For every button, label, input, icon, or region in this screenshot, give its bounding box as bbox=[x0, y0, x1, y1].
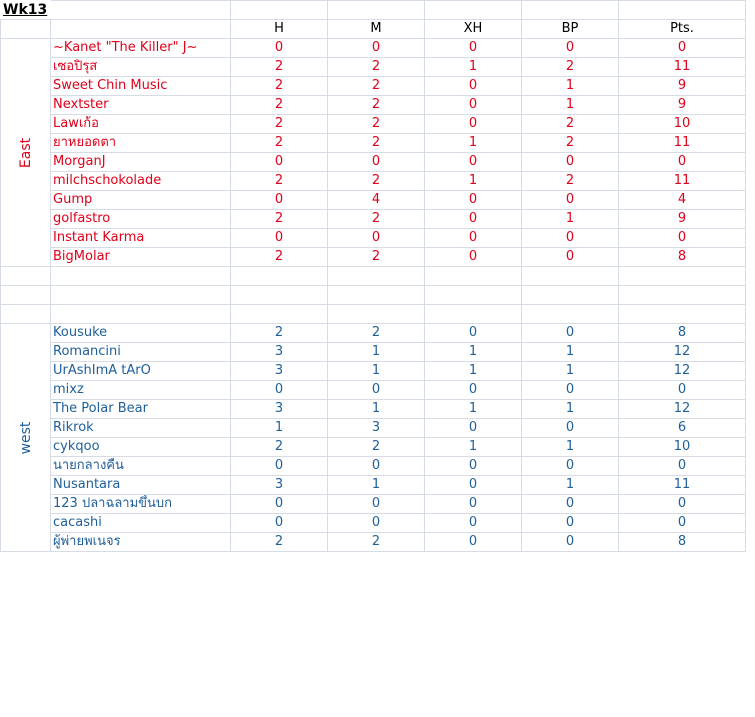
value-cell[interactable]: 0 bbox=[231, 381, 328, 400]
value-cell[interactable]: 0 bbox=[522, 191, 619, 210]
value-cell[interactable]: 2 bbox=[231, 172, 328, 191]
value-cell[interactable]: 0 bbox=[425, 153, 522, 172]
table-row bbox=[1, 343, 746, 362]
value-cell[interactable]: 2 bbox=[231, 77, 328, 96]
value-cell[interactable]: 2 bbox=[231, 438, 328, 457]
empty-cell[interactable] bbox=[51, 20, 231, 39]
value-cell[interactable]: 0 bbox=[328, 457, 425, 476]
empty-cell[interactable] bbox=[619, 305, 746, 324]
player-name-cell[interactable]: mixz bbox=[51, 381, 231, 400]
value-cell[interactable]: 2 bbox=[231, 58, 328, 77]
value-cell[interactable]: 1 bbox=[328, 343, 425, 362]
col-header-pts[interactable]: Pts. bbox=[619, 20, 746, 39]
value-cell[interactable]: 4 bbox=[619, 191, 746, 210]
value-cell[interactable]: 0 bbox=[328, 514, 425, 533]
value-cell[interactable]: 1 bbox=[328, 476, 425, 495]
value-cell[interactable]: 9 bbox=[619, 96, 746, 115]
value-cell[interactable]: 0 bbox=[619, 495, 746, 514]
empty-cell[interactable] bbox=[231, 286, 328, 305]
value-cell[interactable]: 0 bbox=[522, 229, 619, 248]
table-row bbox=[1, 115, 746, 134]
value-cell[interactable]: 2 bbox=[328, 533, 425, 552]
empty-cell[interactable] bbox=[328, 305, 425, 324]
table-row bbox=[1, 77, 746, 96]
value-cell[interactable]: 0 bbox=[425, 495, 522, 514]
player-name-cell[interactable]: cykqoo bbox=[51, 438, 231, 457]
table-row bbox=[1, 495, 746, 514]
table-row bbox=[1, 58, 746, 77]
value-cell[interactable]: 0 bbox=[425, 514, 522, 533]
player-name-cell[interactable]: golfastro bbox=[51, 210, 231, 229]
value-cell[interactable]: 12 bbox=[619, 343, 746, 362]
value-cell[interactable]: 0 bbox=[425, 419, 522, 438]
player-name-cell[interactable]: 123 ปลาฉลามขึ้นบก bbox=[51, 495, 231, 514]
value-cell[interactable]: 0 bbox=[425, 96, 522, 115]
value-cell[interactable]: 0 bbox=[522, 324, 619, 343]
table-row bbox=[1, 39, 746, 58]
player-name-cell[interactable]: Instant Karma bbox=[51, 229, 231, 248]
value-cell[interactable]: 0 bbox=[231, 495, 328, 514]
empty-cell[interactable] bbox=[522, 305, 619, 324]
table-row bbox=[1, 438, 746, 457]
player-name-cell[interactable]: Romancini bbox=[51, 343, 231, 362]
empty-cell[interactable] bbox=[231, 267, 328, 286]
value-cell[interactable]: 1 bbox=[425, 438, 522, 457]
table-row bbox=[1, 533, 746, 552]
table-row bbox=[1, 134, 746, 153]
value-cell[interactable]: 11 bbox=[619, 476, 746, 495]
value-cell[interactable]: 0 bbox=[619, 381, 746, 400]
value-cell[interactable]: 0 bbox=[425, 191, 522, 210]
table-row bbox=[1, 457, 746, 476]
value-cell[interactable]: 0 bbox=[619, 514, 746, 533]
value-cell[interactable]: 9 bbox=[619, 210, 746, 229]
value-cell[interactable]: 2 bbox=[328, 134, 425, 153]
table-row bbox=[1, 172, 746, 191]
value-cell[interactable]: 8 bbox=[619, 248, 746, 267]
value-cell[interactable]: 0 bbox=[522, 248, 619, 267]
blank-row bbox=[1, 286, 746, 305]
empty-cell[interactable] bbox=[522, 1, 619, 20]
west-region-label: west bbox=[17, 421, 34, 454]
value-cell[interactable]: 3 bbox=[328, 419, 425, 438]
empty-cell[interactable] bbox=[51, 305, 231, 324]
empty-cell[interactable] bbox=[51, 267, 231, 286]
table-row bbox=[1, 153, 746, 172]
table-row bbox=[1, 229, 746, 248]
value-cell[interactable]: 0 bbox=[619, 39, 746, 58]
value-cell[interactable]: 1 bbox=[425, 362, 522, 381]
value-cell[interactable]: 2 bbox=[231, 96, 328, 115]
value-cell[interactable]: 10 bbox=[619, 115, 746, 134]
value-cell[interactable]: 2 bbox=[231, 115, 328, 134]
value-cell[interactable]: 2 bbox=[328, 58, 425, 77]
value-cell[interactable]: 0 bbox=[231, 229, 328, 248]
empty-cell[interactable] bbox=[328, 267, 425, 286]
player-name-cell[interactable]: Kousuke bbox=[51, 324, 231, 343]
value-cell[interactable]: 0 bbox=[231, 457, 328, 476]
value-cell[interactable]: 1 bbox=[522, 96, 619, 115]
player-name-cell[interactable]: นายกลางคืน bbox=[51, 457, 231, 476]
value-cell[interactable]: 0 bbox=[231, 153, 328, 172]
value-cell[interactable]: 2 bbox=[522, 115, 619, 134]
value-cell[interactable]: 2 bbox=[328, 438, 425, 457]
blank-row bbox=[1, 267, 746, 286]
value-cell[interactable]: 8 bbox=[619, 324, 746, 343]
table-row bbox=[1, 96, 746, 115]
value-cell[interactable]: 1 bbox=[522, 400, 619, 419]
col-header-m[interactable]: M bbox=[328, 20, 425, 39]
empty-cell[interactable] bbox=[522, 286, 619, 305]
value-cell[interactable]: 2 bbox=[328, 115, 425, 134]
player-name-cell[interactable]: UrAshImA tArO bbox=[51, 362, 231, 381]
sheet-title[interactable]: Wk13 bbox=[1, 1, 51, 20]
empty-cell[interactable] bbox=[231, 305, 328, 324]
value-cell[interactable]: 0 bbox=[522, 495, 619, 514]
empty-cell[interactable] bbox=[425, 305, 522, 324]
title-row bbox=[1, 1, 746, 20]
value-cell[interactable]: 0 bbox=[619, 457, 746, 476]
empty-cell[interactable] bbox=[1, 286, 51, 305]
east-region-label: East bbox=[17, 137, 34, 168]
table-row bbox=[1, 381, 746, 400]
value-cell[interactable]: 0 bbox=[328, 229, 425, 248]
value-cell[interactable]: 12 bbox=[619, 362, 746, 381]
player-name-cell[interactable]: Rikrok bbox=[51, 419, 231, 438]
value-cell[interactable]: 0 bbox=[425, 115, 522, 134]
value-cell[interactable]: 11 bbox=[619, 134, 746, 153]
header-row bbox=[1, 20, 746, 39]
value-cell[interactable]: 2 bbox=[231, 248, 328, 267]
value-cell[interactable]: 0 bbox=[328, 153, 425, 172]
value-cell[interactable]: 3 bbox=[231, 400, 328, 419]
value-cell[interactable]: 0 bbox=[231, 514, 328, 533]
value-cell[interactable]: 0 bbox=[425, 476, 522, 495]
value-cell[interactable]: 12 bbox=[619, 400, 746, 419]
value-cell[interactable]: 1 bbox=[522, 438, 619, 457]
table-row bbox=[1, 248, 746, 267]
blank-row bbox=[1, 305, 746, 324]
value-cell[interactable]: 0 bbox=[425, 210, 522, 229]
value-cell[interactable]: 10 bbox=[619, 438, 746, 457]
player-name-cell[interactable]: Lawเก้อ bbox=[51, 115, 231, 134]
value-cell[interactable]: 0 bbox=[425, 77, 522, 96]
player-name-cell[interactable]: milchschokolade bbox=[51, 172, 231, 191]
empty-cell[interactable] bbox=[1, 267, 51, 286]
value-cell[interactable]: 0 bbox=[425, 39, 522, 58]
player-name-cell[interactable]: BigMolar bbox=[51, 248, 231, 267]
table-row bbox=[1, 191, 746, 210]
empty-cell[interactable] bbox=[619, 286, 746, 305]
table-row bbox=[1, 210, 746, 229]
empty-cell[interactable] bbox=[425, 267, 522, 286]
player-name-cell[interactable]: Nusantara bbox=[51, 476, 231, 495]
value-cell[interactable]: 2 bbox=[231, 134, 328, 153]
value-cell[interactable]: 2 bbox=[522, 58, 619, 77]
table-row bbox=[1, 362, 746, 381]
value-cell[interactable]: 1 bbox=[231, 419, 328, 438]
value-cell[interactable]: 1 bbox=[425, 400, 522, 419]
col-header-bp[interactable]: BP bbox=[522, 20, 619, 39]
value-cell[interactable]: 0 bbox=[522, 39, 619, 58]
value-cell[interactable]: 0 bbox=[231, 39, 328, 58]
table-row bbox=[1, 400, 746, 419]
value-cell[interactable]: 4 bbox=[328, 191, 425, 210]
player-name-cell[interactable]: ยาหยอดตา bbox=[51, 134, 231, 153]
empty-cell[interactable] bbox=[328, 1, 425, 20]
value-cell[interactable]: 0 bbox=[425, 324, 522, 343]
value-cell[interactable]: 0 bbox=[425, 381, 522, 400]
player-name-cell[interactable]: Gump bbox=[51, 191, 231, 210]
table-row bbox=[1, 514, 746, 533]
col-header-h[interactable]: H bbox=[231, 20, 328, 39]
empty-cell[interactable] bbox=[51, 1, 231, 20]
value-cell[interactable]: 1 bbox=[328, 362, 425, 381]
value-cell[interactable]: 0 bbox=[522, 457, 619, 476]
player-name-cell[interactable]: ผู้พ่ายพเนจร bbox=[51, 533, 231, 552]
value-cell[interactable]: 1 bbox=[425, 58, 522, 77]
value-cell[interactable]: 0 bbox=[425, 248, 522, 267]
value-cell[interactable]: 0 bbox=[328, 381, 425, 400]
col-header-xh[interactable]: XH bbox=[425, 20, 522, 39]
value-cell[interactable]: 0 bbox=[328, 495, 425, 514]
value-cell[interactable]: 1 bbox=[522, 210, 619, 229]
value-cell[interactable]: 0 bbox=[619, 229, 746, 248]
empty-cell[interactable] bbox=[425, 286, 522, 305]
value-cell[interactable]: 2 bbox=[522, 134, 619, 153]
player-name-cell[interactable]: เซอปิรุส bbox=[51, 58, 231, 77]
value-cell[interactable]: 2 bbox=[231, 210, 328, 229]
west-region-cell[interactable] bbox=[1, 324, 51, 552]
table-row bbox=[1, 419, 746, 438]
value-cell[interactable]: 2 bbox=[328, 210, 425, 229]
value-cell[interactable]: 6 bbox=[619, 419, 746, 438]
value-cell[interactable]: 2 bbox=[328, 96, 425, 115]
value-cell[interactable]: 0 bbox=[425, 229, 522, 248]
value-cell[interactable]: 2 bbox=[522, 172, 619, 191]
value-cell[interactable]: 0 bbox=[522, 533, 619, 552]
value-cell[interactable]: 1 bbox=[522, 362, 619, 381]
empty-cell[interactable] bbox=[1, 20, 51, 39]
empty-cell[interactable] bbox=[1, 305, 51, 324]
player-name-cell[interactable]: The Polar Bear bbox=[51, 400, 231, 419]
value-cell[interactable]: 1 bbox=[522, 343, 619, 362]
value-cell[interactable]: 0 bbox=[522, 419, 619, 438]
value-cell[interactable]: 2 bbox=[231, 324, 328, 343]
value-cell[interactable]: 0 bbox=[522, 514, 619, 533]
value-cell[interactable]: 3 bbox=[231, 343, 328, 362]
player-name-cell[interactable]: Sweet Chin Music bbox=[51, 77, 231, 96]
value-cell[interactable]: 2 bbox=[328, 248, 425, 267]
player-name-cell[interactable]: ~Kanet "The Killer" J~ bbox=[51, 39, 231, 58]
value-cell[interactable]: 0 bbox=[425, 457, 522, 476]
value-cell[interactable]: 0 bbox=[619, 153, 746, 172]
value-cell[interactable]: 3 bbox=[231, 476, 328, 495]
value-cell[interactable]: 2 bbox=[328, 172, 425, 191]
value-cell[interactable]: 1 bbox=[522, 476, 619, 495]
value-cell[interactable]: 2 bbox=[328, 324, 425, 343]
value-cell[interactable]: 0 bbox=[425, 533, 522, 552]
value-cell[interactable]: 0 bbox=[328, 39, 425, 58]
player-name-cell[interactable]: MorganJ bbox=[51, 153, 231, 172]
value-cell[interactable]: 11 bbox=[619, 172, 746, 191]
player-name-cell[interactable]: Nextster bbox=[51, 96, 231, 115]
empty-cell[interactable] bbox=[51, 286, 231, 305]
empty-cell[interactable] bbox=[522, 267, 619, 286]
value-cell[interactable]: 1 bbox=[328, 400, 425, 419]
value-cell[interactable]: 1 bbox=[425, 172, 522, 191]
empty-cell[interactable] bbox=[425, 1, 522, 20]
empty-cell[interactable] bbox=[619, 1, 746, 20]
value-cell[interactable]: 11 bbox=[619, 58, 746, 77]
value-cell[interactable]: 3 bbox=[231, 362, 328, 381]
empty-cell[interactable] bbox=[619, 267, 746, 286]
east-region-cell[interactable] bbox=[1, 39, 51, 267]
table-row bbox=[1, 476, 746, 495]
value-cell[interactable]: 9 bbox=[619, 77, 746, 96]
value-cell[interactable]: 1 bbox=[425, 343, 522, 362]
value-cell[interactable]: 0 bbox=[522, 381, 619, 400]
value-cell[interactable]: 0 bbox=[522, 153, 619, 172]
value-cell[interactable]: 1 bbox=[425, 134, 522, 153]
empty-cell[interactable] bbox=[328, 286, 425, 305]
value-cell[interactable]: 0 bbox=[231, 191, 328, 210]
player-name-cell[interactable]: cacashi bbox=[51, 514, 231, 533]
value-cell[interactable]: 2 bbox=[328, 77, 425, 96]
table-row bbox=[1, 324, 746, 343]
value-cell[interactable]: 8 bbox=[619, 533, 746, 552]
empty-cell[interactable] bbox=[231, 1, 328, 20]
value-cell[interactable]: 2 bbox=[231, 533, 328, 552]
value-cell[interactable]: 1 bbox=[522, 77, 619, 96]
